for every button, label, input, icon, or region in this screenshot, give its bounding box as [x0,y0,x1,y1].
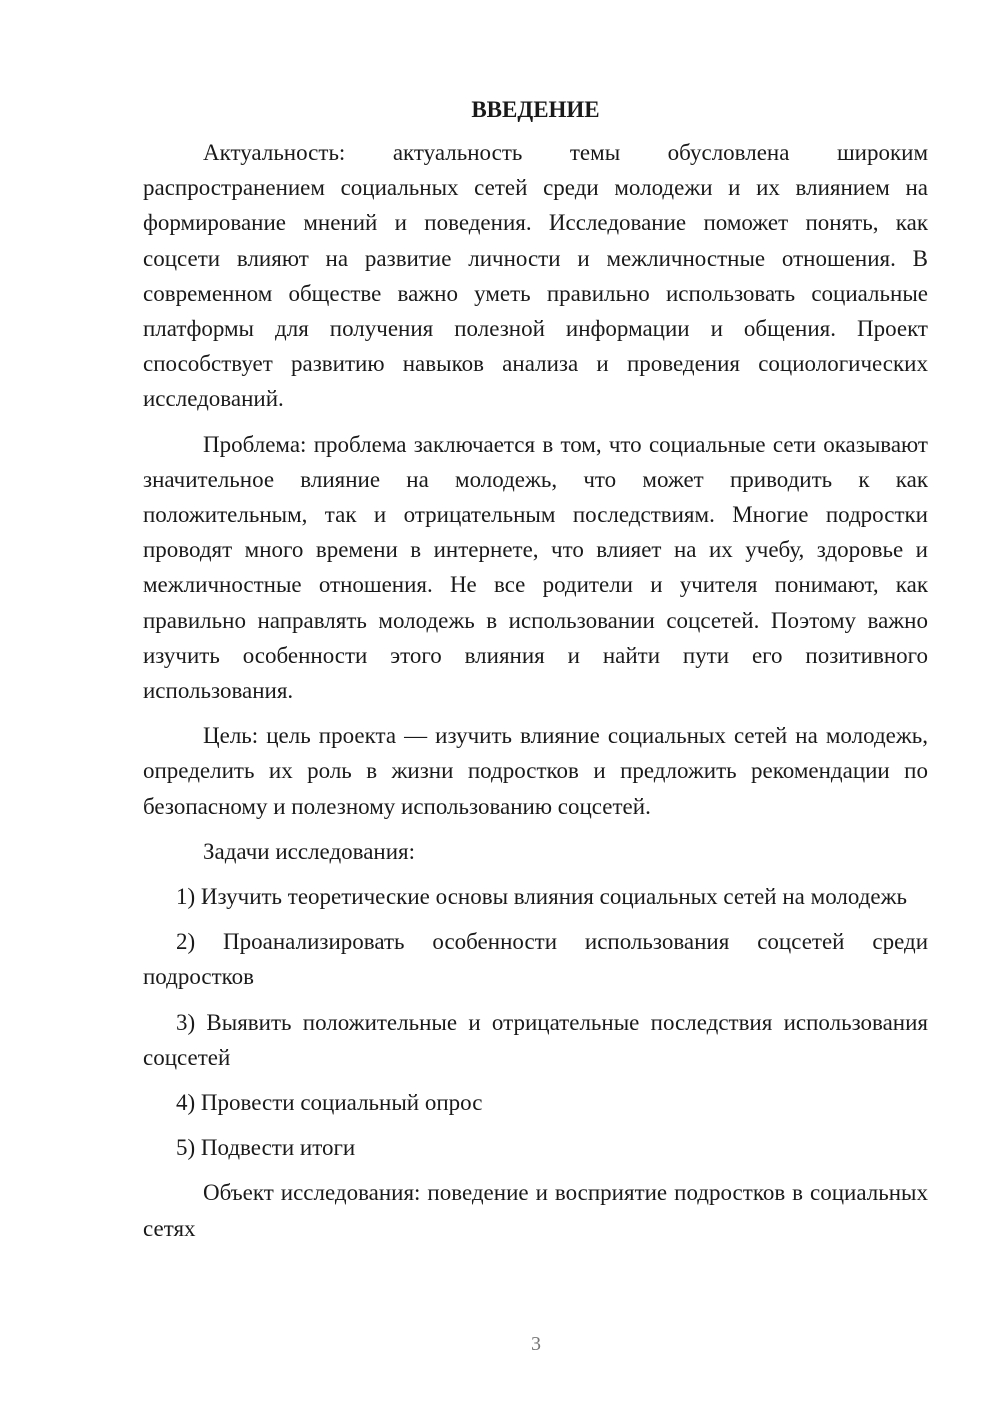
paragraph-goal: Цель: цель проекта — изучить влияние социальных сетей на молодежь, определить их роль в жизни подростков и предложить рекомендации по безопасному и полезному использованию соцсетей. [143,723,928,819]
tasks-heading: Задачи исследования: [203,838,416,864]
document-page [143,92,928,1246]
task-item-4: 4) Провести социальный опрос [176,1090,483,1116]
page-number: 3 [531,1333,541,1355]
paragraph-object: Объект исследования: поведение и восприятие подростков в социальных сетях [143,1180,928,1241]
task-item-5: 5) Подвести итоги [176,1135,356,1161]
task-item-2: 2) Проанализировать особенности использования соцсетей среди подростков [143,929,928,990]
paragraph-problem: Проблема: проблема заключается в том, что социальные сети оказывают значительное влияние на молодежь, что может приводить к как положительным, так и отрицательным последствиям. Многие подростки проводят много времени в интернете, что влияет на их учебу, здоровье и межличностные отношения. Не все родители и учителя понимают, как правильно направлять молодежь в использовании соцсетей. Поэтому важно изучить особенности этого влияния и найти пути его позитивного использования. [143,431,928,704]
task-item-1: 1) Изучить теоретические основы влияния социальных сетей на молодежь [176,884,907,910]
task-item-3: 3) Выявить положительные и отрицательные последствия использования соцсетей [143,1009,928,1070]
paragraph-relevance: Актуальность: актуальность темы обусловлена широким распространением социальных сетей среди молодежи и их влиянием на формирование мнений и поведения. Исследование поможет понять, как соцсети влияют на развитие личности и межличностные отношения. В современном обществе важно уметь правильно использовать социальные платформы для получения полезной информации и общения. Проект способствует развитию навыков анализа и проведения социологических исследований. [143,140,928,412]
page-title: ВВЕДЕНИЕ [471,97,600,122]
